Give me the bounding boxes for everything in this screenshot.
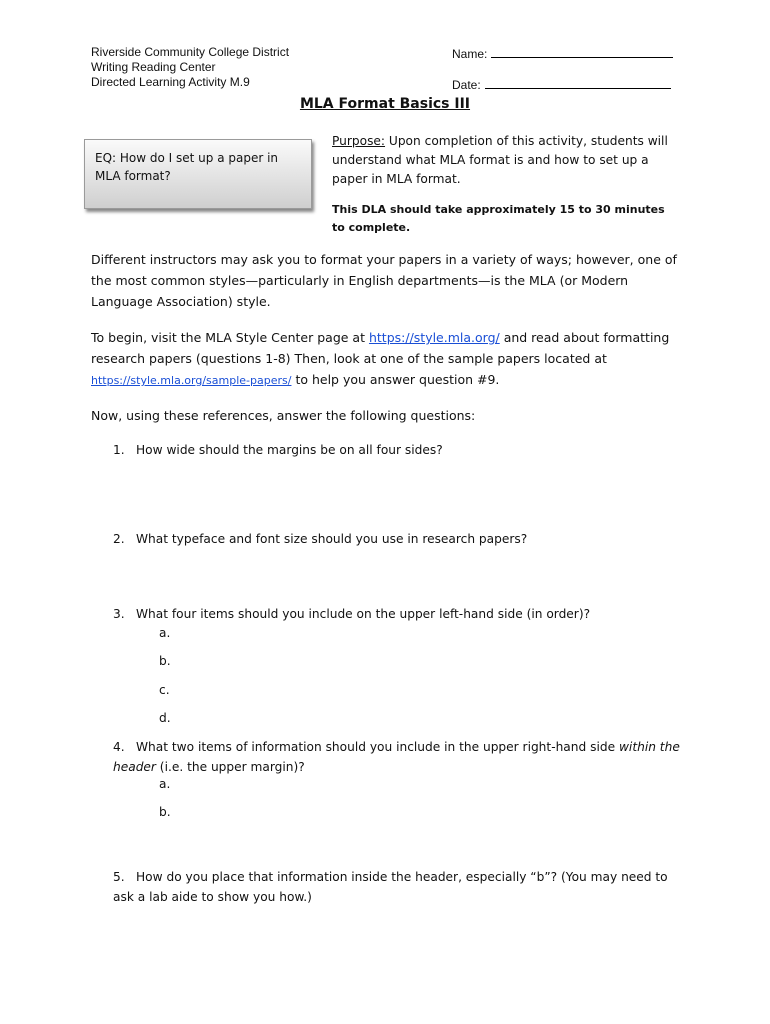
question-3: [113, 604, 683, 624]
essential-question-box: [84, 139, 312, 209]
name-blank[interactable]: [491, 45, 673, 58]
header-org-block: [91, 45, 289, 90]
answer-item: d.: [159, 711, 171, 725]
begin-paragraph: [91, 327, 691, 391]
question-text: What four items should you include on the upper left-hand side (in order)?: [136, 607, 591, 621]
question-text: How do you place that information inside the header, especially “b”? (You may need to ask a lab aide to show you how.): [113, 870, 668, 904]
begin-post: to help you answer question #9.: [291, 372, 500, 387]
purpose-text: Upon completion of this activity, students will understand what MLA format is and how to set up a paper in MLA format.: [332, 134, 668, 186]
answer-item: a.: [159, 626, 171, 640]
answer-item: c.: [159, 683, 170, 697]
name-field: [452, 45, 673, 61]
question-number: 3.: [113, 607, 125, 621]
question-2: [113, 529, 683, 549]
org-line: Riverside Community College District: [91, 45, 290, 59]
question-1: [113, 440, 683, 460]
name-label: Name:: [452, 47, 488, 61]
essential-question: EQ: How do I set up a paper in MLA format?: [95, 151, 279, 183]
instructions: Now, using these references, answer the following questions:: [91, 408, 476, 423]
page-title: MLA Format Basics III: [299, 96, 471, 112]
answer-item: b.: [159, 805, 171, 819]
intro-paragraph: Different instructors may ask you to format your papers in a variety of ways; however, one of the most common styles—particularly in English departments—is the MLA (or Modern Language Association) style.: [91, 252, 677, 309]
question-number: 1.: [113, 443, 125, 457]
answer-item: b.: [159, 654, 171, 668]
begin-mid: and read about formatting research papers (questions 1-8) Then, look at one of the sample papers located at: [91, 330, 670, 366]
question-text: What two items of information should you include in the upper right-hand side: [136, 740, 619, 754]
answer-item: a.: [159, 777, 171, 791]
question-text: What typeface and font size should you use in research papers?: [136, 532, 528, 546]
question-number: 2.: [113, 532, 125, 546]
question-number: 4.: [113, 740, 125, 754]
question-text-end: (i.e. the upper margin)?: [155, 760, 305, 774]
org-line: Writing Reading Center: [91, 60, 216, 74]
question-text: How wide should the margins be on all four sides?: [136, 443, 443, 457]
time-note: This DLA should take approximately 15 to 30 minutes to complete.: [332, 203, 665, 234]
date-field: [452, 76, 671, 92]
sample-papers-link[interactable]: https://style.mla.org/sample-papers/: [91, 374, 292, 387]
question-5: [113, 867, 683, 907]
purpose-block: [332, 132, 677, 189]
question-number: 5.: [113, 870, 125, 884]
date-label: Date:: [452, 78, 481, 92]
begin-pre: To begin, visit the MLA Style Center page at: [91, 330, 369, 345]
question-emphasis: within the header: [113, 740, 680, 774]
mla-style-link[interactable]: https://style.mla.org/: [368, 330, 500, 345]
date-blank[interactable]: [485, 76, 671, 89]
purpose-label: Purpose:: [332, 134, 386, 148]
question-4: [113, 737, 683, 777]
org-line: Directed Learning Activity M.9: [91, 75, 250, 89]
